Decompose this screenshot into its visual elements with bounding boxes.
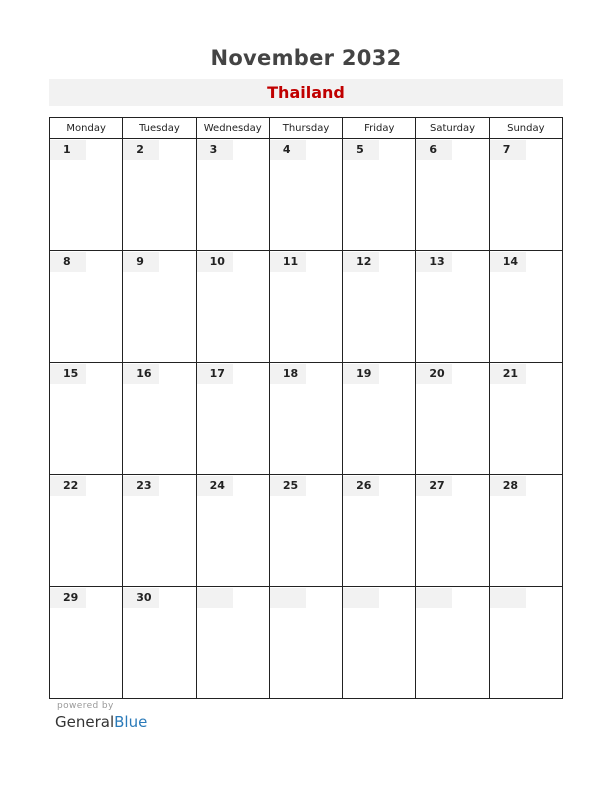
day-cell bbox=[343, 139, 416, 251]
day-cell bbox=[196, 363, 269, 475]
day-cell bbox=[416, 587, 489, 699]
weekday-friday: Friday bbox=[343, 118, 416, 139]
weekday-monday: Monday bbox=[50, 118, 123, 139]
day-number bbox=[416, 588, 452, 608]
day-cell bbox=[343, 475, 416, 587]
day-cell bbox=[416, 475, 489, 587]
day-number: 21 bbox=[490, 364, 526, 384]
day-number: 6 bbox=[416, 140, 452, 160]
day-number: 1 bbox=[50, 140, 86, 160]
day-number: 22 bbox=[50, 476, 86, 496]
day-number: 19 bbox=[343, 364, 379, 384]
day-number: 12 bbox=[343, 252, 379, 272]
day-cell bbox=[196, 251, 269, 363]
day-number: 24 bbox=[197, 476, 233, 496]
day-number: 17 bbox=[197, 364, 233, 384]
day-cell bbox=[50, 363, 123, 475]
day-number: 13 bbox=[416, 252, 452, 272]
day-number: 25 bbox=[270, 476, 306, 496]
weekday-header-row bbox=[50, 118, 563, 139]
day-cell bbox=[489, 475, 562, 587]
weekday-tuesday: Tuesday bbox=[123, 118, 196, 139]
day-cell bbox=[196, 587, 269, 699]
day-cell bbox=[196, 139, 269, 251]
weekday-sunday: Sunday bbox=[489, 118, 562, 139]
week-row bbox=[50, 139, 563, 251]
day-cell bbox=[123, 587, 196, 699]
day-cell bbox=[416, 251, 489, 363]
powered-by-text: powered by bbox=[57, 701, 114, 711]
day-cell bbox=[343, 363, 416, 475]
day-cell bbox=[343, 251, 416, 363]
day-cell bbox=[269, 139, 342, 251]
day-number: 4 bbox=[270, 140, 306, 160]
day-number: 11 bbox=[270, 252, 306, 272]
day-cell bbox=[489, 587, 562, 699]
day-number bbox=[197, 588, 233, 608]
calendar-grid bbox=[49, 117, 563, 699]
day-number: 29 bbox=[50, 588, 86, 608]
day-cell bbox=[123, 475, 196, 587]
weekday-wednesday: Wednesday bbox=[196, 118, 269, 139]
day-number: 16 bbox=[123, 364, 159, 384]
day-number: 27 bbox=[416, 476, 452, 496]
country-banner bbox=[49, 79, 563, 106]
day-cell bbox=[269, 587, 342, 699]
day-number: 7 bbox=[490, 140, 526, 160]
day-cell bbox=[269, 251, 342, 363]
day-number: 5 bbox=[343, 140, 379, 160]
day-cell bbox=[50, 251, 123, 363]
day-number: 26 bbox=[343, 476, 379, 496]
day-cell bbox=[50, 475, 123, 587]
day-number bbox=[490, 588, 526, 608]
day-cell bbox=[269, 363, 342, 475]
day-number: 18 bbox=[270, 364, 306, 384]
day-cell bbox=[123, 251, 196, 363]
generalblue-logo bbox=[55, 713, 147, 731]
day-number bbox=[343, 588, 379, 608]
day-number: 28 bbox=[490, 476, 526, 496]
day-cell bbox=[196, 475, 269, 587]
logo-general-text: General bbox=[55, 713, 115, 731]
day-number: 20 bbox=[416, 364, 452, 384]
week-row bbox=[50, 251, 563, 363]
day-cell bbox=[416, 363, 489, 475]
logo-blue-text: Blue bbox=[114, 713, 148, 731]
page-title: November 2032 bbox=[210, 46, 402, 70]
day-number: 10 bbox=[197, 252, 233, 272]
day-number: 9 bbox=[123, 252, 159, 272]
day-cell bbox=[50, 139, 123, 251]
day-cell bbox=[50, 587, 123, 699]
day-cell bbox=[489, 363, 562, 475]
day-number: 8 bbox=[50, 252, 86, 272]
day-number: 14 bbox=[490, 252, 526, 272]
day-cell bbox=[123, 363, 196, 475]
day-cell bbox=[269, 475, 342, 587]
day-number: 30 bbox=[123, 588, 159, 608]
weekday-thursday: Thursday bbox=[269, 118, 342, 139]
day-cell bbox=[489, 251, 562, 363]
day-cell bbox=[416, 139, 489, 251]
week-row bbox=[50, 587, 563, 699]
country-name: Thailand bbox=[267, 83, 345, 102]
day-cell bbox=[489, 139, 562, 251]
day-number: 15 bbox=[50, 364, 86, 384]
week-row bbox=[50, 475, 563, 587]
day-cell bbox=[123, 139, 196, 251]
weekday-saturday: Saturday bbox=[416, 118, 489, 139]
day-number: 2 bbox=[123, 140, 159, 160]
week-row bbox=[50, 363, 563, 475]
day-number bbox=[270, 588, 306, 608]
day-number: 3 bbox=[197, 140, 233, 160]
day-cell bbox=[343, 587, 416, 699]
day-number: 23 bbox=[123, 476, 159, 496]
